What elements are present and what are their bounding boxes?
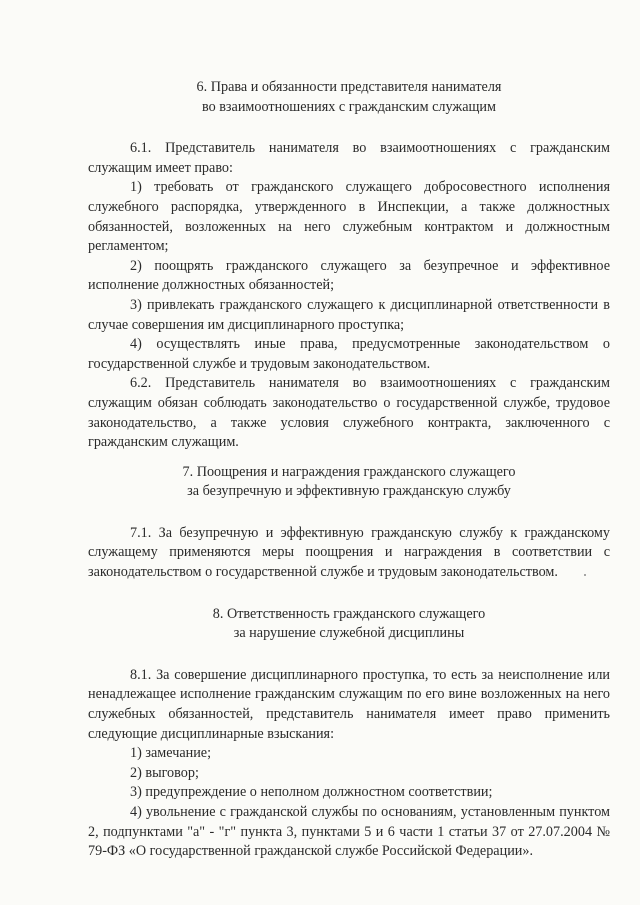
list-item-8-1-1: 1) замечание; [130, 745, 212, 762]
list-item-6-1-1: 1) требовать от гражданского служащего добросовестного исполнения служебного распорядка, утвержденного в Инспекции, а также должностных обязанностей, возложенных на него служебным контрактом и должностным регламентом; [88, 179, 610, 255]
scan-speck [584, 574, 586, 576]
list-item-8-1-3: 3) предупреждение о неполном должностном соответствии; [130, 784, 493, 801]
section-8-title-line-1: 8. Ответственность гражданского служащего [212, 605, 486, 622]
section-7-title [88, 463, 610, 502]
section-6-title-line-2: во взаимоотношениях с гражданским служащим [201, 98, 497, 115]
paragraph-6-1: 6.1. Представитель нанимателя во взаимоотношениях с гражданским служащим имеет право: [88, 140, 610, 176]
paragraph-6-2: 6.2. Представитель нанимателя во взаимоотношениях с гражданским служащим обязан соблюдать законодательство о государственной службе, трудовое законодательство, а также условия служебного контракта, заключенного с гражданским служащим. [88, 375, 610, 451]
list-item-8-1-2: 2) выговор; [130, 764, 199, 781]
section-7-title-line-2: за безупречную и эффективную гражданскую службу [187, 483, 511, 500]
list-item-6-1-2: 2) поощрять гражданского служащего за безупречное и эффективное исполнение должностных обязанностей; [88, 257, 610, 294]
paragraph-7-1: 7.1. За безупречную и эффективную гражданскую службу к гражданскому служащему применяются меры поощрения и награждения в соответствии с законодательством о государственной службе и трудовым законодательством. [88, 524, 610, 581]
section-7-title-line-1: 7. Поощрения и награждения гражданского служащего [182, 463, 516, 480]
section-8-title-line-2: за нарушение служебной дисциплины [233, 625, 465, 642]
list-item-6-1-4: 4) осуществлять иные права, предусмотренные законодательством о государственной службе и трудовым законодательством. [88, 336, 610, 372]
section-6-title [88, 78, 610, 117]
section-8-title [88, 605, 610, 644]
paragraph-8-1: 8.1. За совершение дисциплинарного проступка, то есть за неисполнение или ненадлежащее исполнение гражданским служащим по его вине возложенных на него служебных обязанностей, представитель нанимателя имеет право применить следующие дисциплинарные взыскания: [88, 666, 610, 742]
list-item-6-1-3: 3) привлекать гражданского служащего к дисциплинарной ответственности в случае совершения им дисциплинарного проступка; [88, 296, 610, 333]
section-6-title-line-1: 6. Права и обязанности представителя нанимателя [196, 79, 502, 95]
list-item-8-1-4: 4) увольнение с гражданской службы по основаниям, установленным пунктом 2, подпунктами "а" - "г" пункта 3, пунктами 5 и 6 части 1 статьи 37 от 27.07.2004 № 79-ФЗ «О государственной гражданской службе Российской Федерации». [88, 804, 610, 860]
